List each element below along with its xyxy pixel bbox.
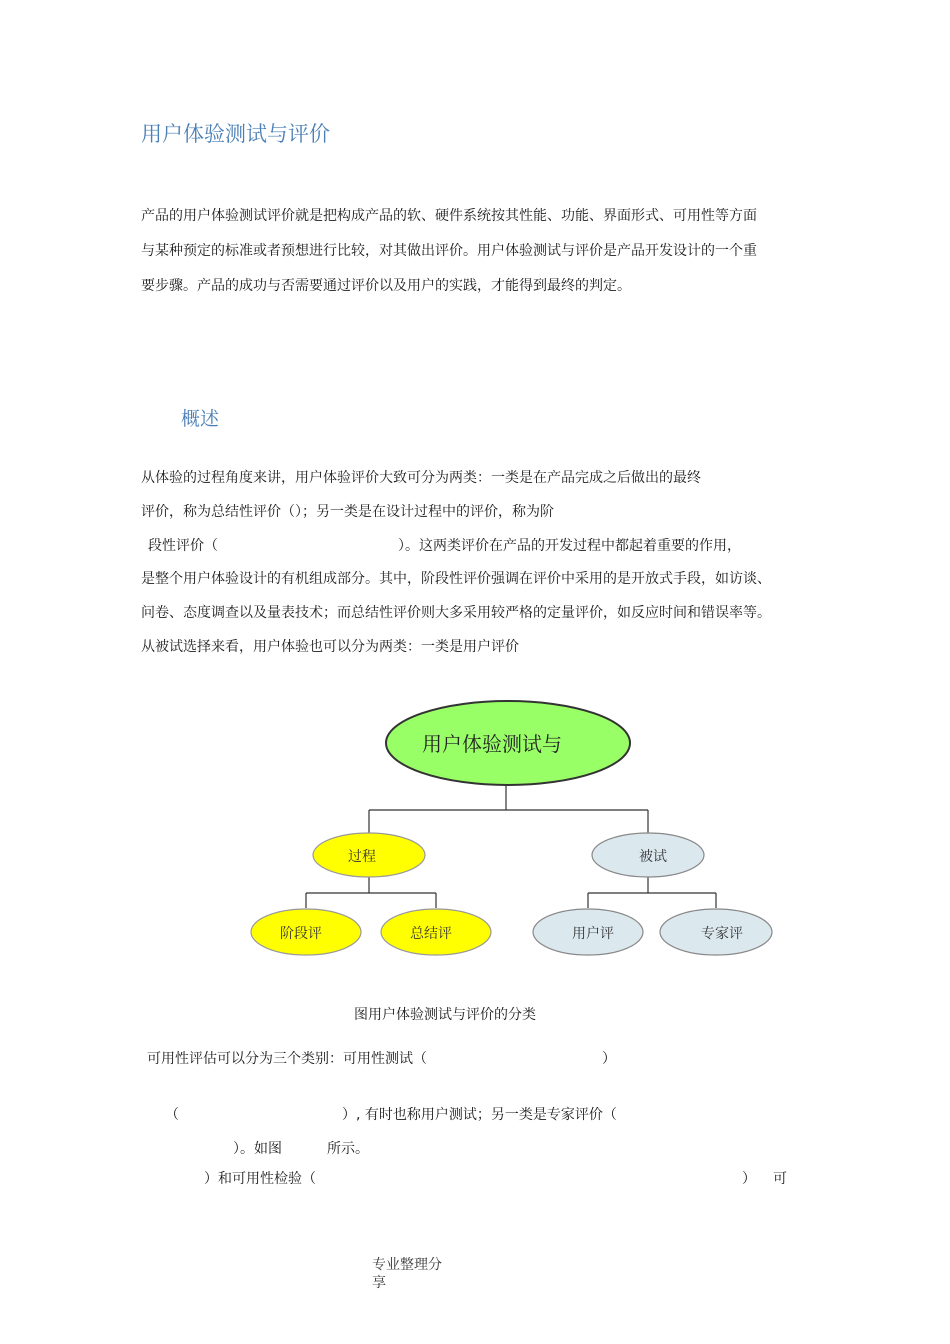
- usability-line-4a: ）和可用性检验（: [204, 1171, 316, 1187]
- usability-line-4c: 可: [773, 1171, 787, 1187]
- user-eval-label: 用户评: [572, 926, 614, 942]
- usability-line-1b: ）: [602, 1051, 616, 1067]
- subject-node-label: 被试: [639, 849, 667, 865]
- process-node-label: 过程: [348, 849, 376, 865]
- body-line-4: 是整个用户体验设计的有机组成部分。其中，阶段性评价强调在评价中采用的是开放式手段，如访谈、: [141, 571, 771, 587]
- summary-eval-label: 总结评: [410, 926, 452, 942]
- usability-line-3b: 所示。: [327, 1141, 369, 1157]
- intro-line-2: 与某种预定的标准或者预想进行比较，对其做出评价。用户体验测试与评价是产品开发设计的一个重: [141, 243, 757, 259]
- section-title: 概述: [181, 408, 220, 430]
- usability-line-3a: ）。如图: [233, 1141, 282, 1157]
- body-line-3b: ）。这两类评价在产品的开发过程中都起着重要的作用，: [398, 538, 741, 554]
- usability-line-2a: （: [165, 1107, 179, 1123]
- usability-line-1a: 可用性评估可以分为三个类别：可用性测试（: [147, 1051, 427, 1067]
- footer-note: 专业整理分享: [372, 1257, 442, 1291]
- stage-eval-label: 阶段评: [280, 926, 322, 942]
- body-line-6: 从被试选择来看，用户体验也可以分为两类：一类是用户评价: [141, 639, 519, 655]
- expert-eval-label: 专家评: [701, 926, 743, 942]
- body-line-1: 从体验的过程角度来讲，用户体验评价大致可分为两类：一类是在产品完成之后做出的最终: [141, 470, 701, 486]
- figure-caption: 图用户体验测试与评价的分类: [354, 1007, 536, 1023]
- intro-line-3: 要步骤。产品的成功与否需要通过评价以及用户的实践，才能得到最终的判定。: [141, 278, 631, 294]
- body-line-3a: 段性评价（: [148, 538, 218, 554]
- page-title: 用户体验测试与评价: [141, 122, 330, 146]
- body-line-5: 问卷、态度调查以及量表技术；而总结性评价则大多采用较严格的定量评价，如反应时间和错误率等。: [141, 605, 771, 621]
- usability-line-2b: ）, 有时也称用户测试；另一类是专家评价（: [342, 1107, 617, 1123]
- root-node-label: 用户体验测试与: [422, 732, 562, 756]
- usability-line-4b: ）: [742, 1171, 756, 1187]
- body-line-2: 评价，称为总结性评价（）；另一类是在设计过程中的评价，称为阶: [141, 504, 554, 520]
- intro-line-1: 产品的用户体验测试评价就是把构成产品的软、硬件系统按其性能、功能、界面形式、可用性等方面: [141, 208, 757, 224]
